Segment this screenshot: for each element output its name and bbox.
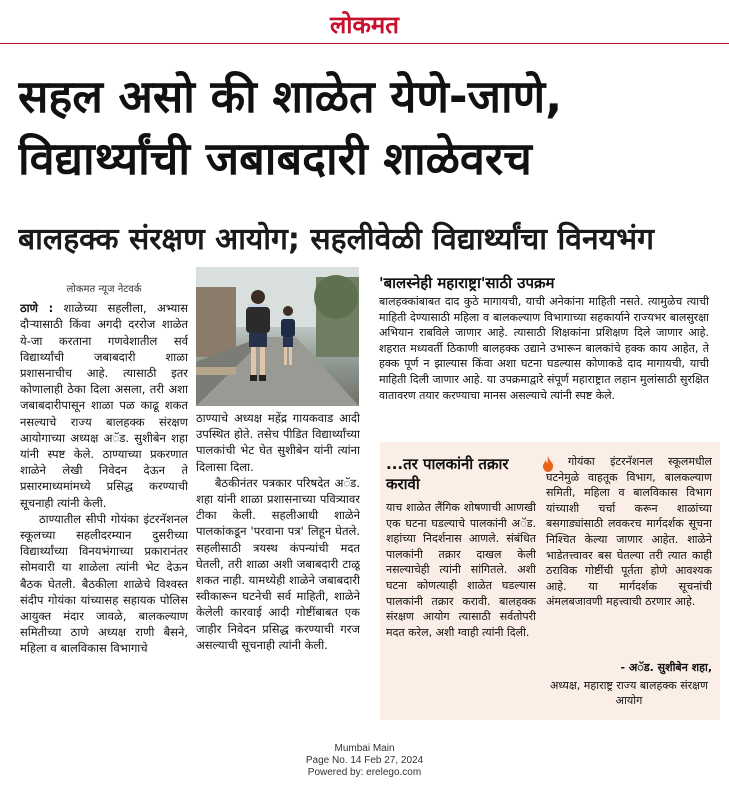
dateline: ठाणे : [20, 301, 54, 316]
parents-complaint-box [380, 442, 720, 720]
box-right-text [546, 454, 712, 654]
article-paragraph-text: बैठकीनंतर पत्रकार परिषदेत अॅड. शहा यांनी शाळा प्रशासनाच्या पवित्र्यावर टीका केली. सहलीआधी शाळेने पालकांकडून 'परवाना पत्र' लिहून घेतले. सहलीसाठी त्रयस्थ कंपन्यांची मदत घेतली, तरी शाळा अशी जबाबदारी टाळू शकत नाही. यामध्येही शाळेने जबाबदारी स्वीकारून घटनेची सर्व माहिती, शाळेने केलेली कारवाई आदी गोष्टींबाबत एक जाहीर निवेदन प्रसिद्ध करण्याची गरज असल्याची सूचनाही त्यांनी केली. [196, 475, 360, 652]
students-walking-photo[interactable] [196, 267, 359, 406]
article-paragraph [20, 300, 188, 511]
masthead [0, 0, 729, 44]
article-paragraph [20, 511, 188, 657]
page-info: Page No. 14 Feb 27, 2024 [305, 755, 424, 766]
article-paragraph-text: शाळेच्या सहलीला, अभ्यास दौऱ्यासाठी किंवा अगदी दररोज शाळेत ये-जा करताना गणवेशातील सर्व विद्यार्थ्यांची जबाबदारी शाळा प्रशासनाचीच आहे. त्यासाठी इतर कोणालाही ठेका दिला असला, तरी अशा जबाबदारीपासून शाळा पळ काढू शकत नसल्याचे राज्य बालहक्क संरक्षण आयोगाच्या अध्यक्ष अॅड. सुशीबेन शहा यांनी स्पष्ट केले. ठाण्याच्या प्रकरणात शाळेने लेखी निवेदन देऊन ते प्रसारमाध्यमांमध्ये प्रसिद्ध करण्याची सूचनाही त्यांनी केली. [20, 301, 188, 510]
article-paragraph-text: ठाण्यातील सीपी गोयंका इंटरनॅशनल स्कूलच्या सहलीदरम्यान दुसरीच्या विद्यार्थ्यांच्या विनयभंगाच्या प्रकारानंतर सोमवारी या शाळेला त्यांनी भेट देऊन बैठक घेतली. बैठकीला शाळेचे विश्वस्त संदीप गोयंका यांच्यासह सहायक पोलिस आयुक्त मंदार जावळे, बालकल्याण समितीच्या ठाणे अध्यक्ष राणी बैसने, महिला व बालविकास विभागाचे [20, 511, 188, 656]
article-column-2 [196, 410, 360, 716]
initiative-section-body: बालहक्कांबाबत दाद कुठे मागायची, याची अनेकांना माहिती नसते. त्यामुळेच त्याची माहिती देण्यासाठी महिला व बालकल्याण विभागाच्या सहकार्याने राज्यभर बालसुरक्षा अभियान राबविले जाणार आहे. त्यासाठी शिक्षकांना प्रशिक्षण दिले जाणार आहे. शहरात मध्यवर्ती ठिकाणी बालहक्क उद्याने उभारून बालकांचे हक्क काय आहेत, ते हक्क पूर्ण न झाल्यास किंवा अशा घटना घडल्यास कोणाकडे दाद मागायची, याची माहिती दिली जाणार आहे. या उपक्रमाद्वारे संपूर्ण महाराष्ट्रात लहान मुलांसाठी सुरक्षित वातावरण तयार करण्याचा मानस असल्याचे त्यांनी स्पष्ट केले. [379, 295, 709, 402]
signature-title: अध्यक्ष, महाराष्ट्र राज्य बालहक्क संरक्षण आयोग [550, 679, 708, 707]
byline: लोकमत न्यूज नेटवर्क [66, 284, 142, 295]
students-walking-illustration [196, 267, 359, 406]
edition-label: Mumbai Main [334, 743, 395, 754]
box-left-text: याच शाळेत लैंगिक शोषणाची आणखी एक घटना घडल्याचे पालकांनी अॅड. शहांच्या निदर्शनास आणले. संबंधित पालकांनी तक्रार दाखल केली नसल्याचेही त्यांनी सांगितले. अशी घटना कोणत्याही शाळेत घडल्यास पालकांनी तक्रार करावी. बालहक्क संरक्षण आयोग त्यासाठी सर्वतोपरी मदत करेल, अशी ग्वाही त्यांनी दिली. [386, 501, 536, 639]
box-title: ...तर पालकांनी तक्रार करावी [386, 455, 509, 493]
article-paragraph [196, 475, 360, 653]
headline-line-2: विद्यार्थ्यांची जबाबदारी शाळेवरच [18, 132, 532, 185]
page-footer [0, 743, 729, 779]
article-paragraph: ठाण्याचे अध्यक्ष महेंद्र गायकवाड आदी उपस्थित होते. तसेच पीडित विद्यार्थ्यांच्या पालकांची भेट घेत सुशीबेन यांनी त्यांना दिलासा दिला. [196, 411, 360, 474]
signature-name: - अॅड. सुशीबेन शहा, [620, 661, 712, 674]
article-column-1 [20, 282, 188, 714]
masthead-divider [0, 43, 729, 44]
powered-by-link[interactable]: Powered by: erelego.com [307, 767, 422, 778]
headline-line-1: सहल असो की शाळेत येणे-जाणे, [18, 70, 563, 123]
lokmat-logo[interactable]: लोकमत [330, 11, 399, 39]
subheadline: बालहक्क संरक्षण आयोग; सहलीवेळी विद्यार्थ्यांचा विनयभंग [18, 222, 654, 257]
initiative-section-title: 'बालस्नेही महाराष्ट्रा'साठी उपक्रम [379, 274, 555, 292]
box-right-body: गोयंका इंटरनॅशनल स्कूलमधील घटनेमुळे वाहतूक विभाग, बालकल्याण समिती, महिला व बालविकास विभाग यांच्याशी चर्चा करून शाळांच्या बसगाड्यांसाठी लवकरच मार्गदर्शक सूचना निश्चित केल्या जाणार आहेत. शाळेने भाडेतत्त्वावर बस घेतल्या तरी त्यात काही ठराविक गोष्टींची पूर्तता होणे आवश्यक आहे. या मार्गदर्शक सूचनांची अंमलबजावणी महत्त्वाची ठरणार आहे. [546, 455, 712, 609]
